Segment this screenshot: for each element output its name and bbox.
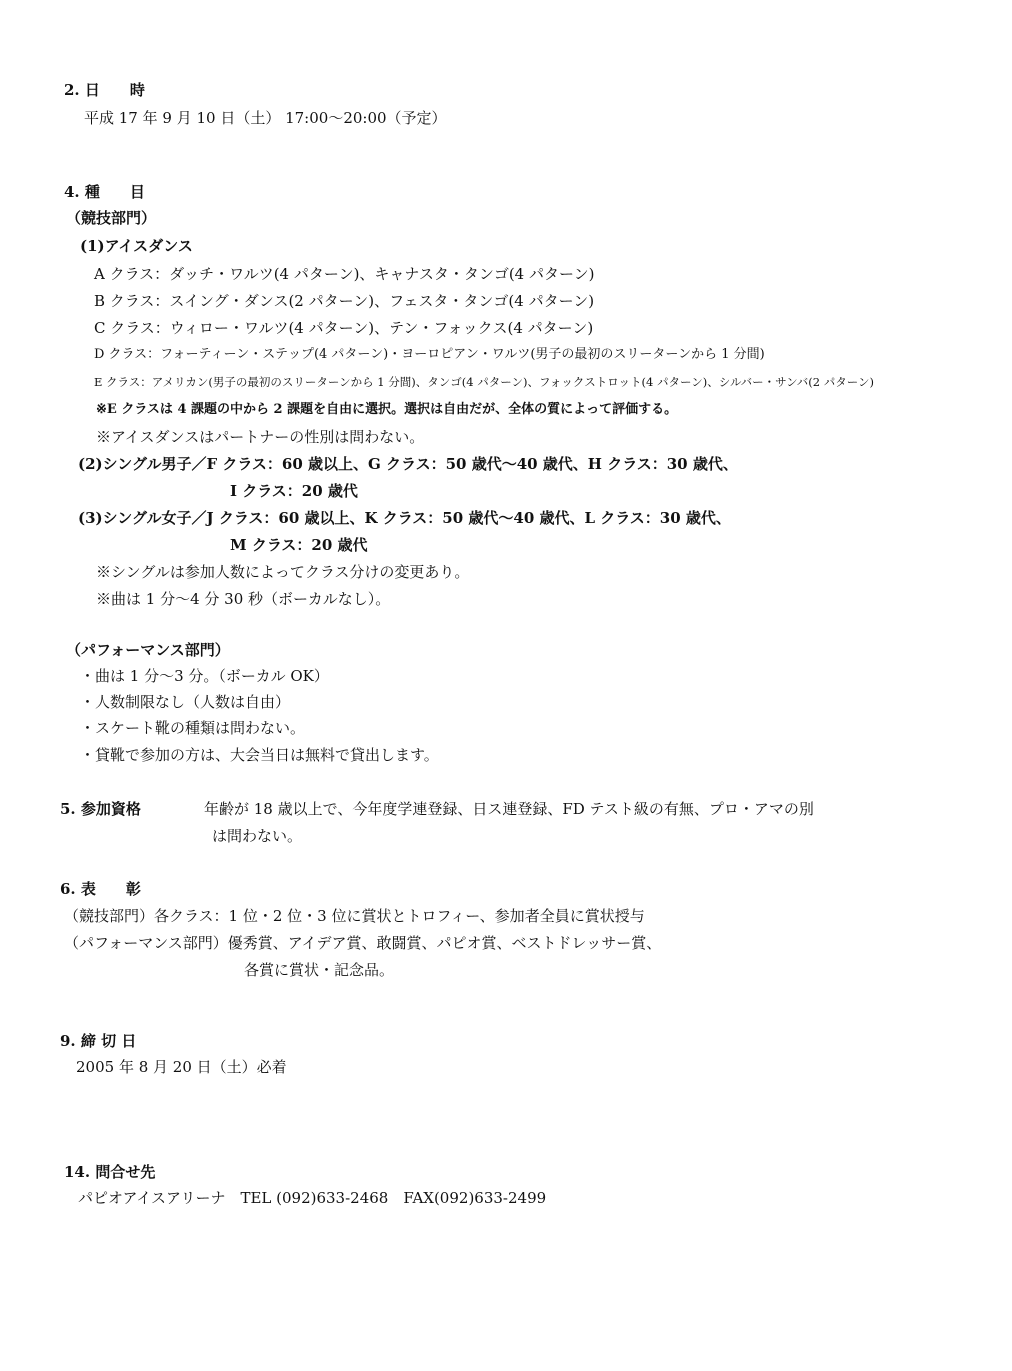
performance-division-header: （パフォーマンス部門） — [66, 641, 230, 659]
single-men-line-1: (2)シングル男子／F クラス：60 歳以上、G クラス：50 歳代〜40 歳代、H クラス：30 歳代、 — [78, 455, 738, 473]
note-class-e: ※E クラスは 4 課題の中から 2 課題を自由に選択。選択は自由だが、全体の質によって評価する。 — [96, 402, 678, 417]
ice-dance-class-e: E クラス：アメリカン(男子の最初のスリーターンから 1 分間)、タンゴ(4 パターン)、フォックストロット(4 パターン)、シルバー・サンバ(2 パターン) — [94, 375, 875, 389]
section-2-heading: 2. 日 時 — [64, 81, 145, 99]
section-2-datetime: 平成 17 年 9 月 10 日（土） 17:00〜20:00（予定） — [84, 109, 447, 127]
single-men-line-2: I クラス：20 歳代 — [230, 482, 358, 500]
award-competition: （競技部門）各クラス：1 位・2 位・3 位に賞状とトロフィー、参加者全員に賞状授与 — [64, 907, 645, 925]
award-performance-line-1: （パフォーマンス部門）優秀賞、アイデア賞、敢闘賞、パピオ賞、ベストドレッサー賞、 — [64, 934, 662, 952]
note-music: ※曲は 1 分〜4 分 30 秒（ボーカルなし）。 — [96, 590, 391, 608]
ice-dance-class-a: A クラス：ダッチ・ワルツ(4 パターン)、キャナスタ・タンゴ(4 パターン) — [94, 265, 595, 283]
performance-item-people: ・人数制限なし（人数は自由） — [80, 693, 291, 711]
note-single: ※シングルは参加人数によってクラス分けの変更あり。 — [96, 563, 470, 581]
section-4-heading: 4. 種 目 — [64, 183, 145, 201]
section-5-heading: 5. 参加資格 — [60, 800, 141, 818]
section-6-heading: 6. 表 彰 — [60, 880, 141, 898]
section-9-heading: 9. 締 切 日 — [60, 1032, 137, 1050]
note-partner: ※アイスダンスはパートナーの性別は問わない。 — [96, 428, 425, 446]
section-5-text-line-1: 年齢が 18 歳以上で、今年度学連登録、日ス連登録、FD テスト級の有無、プロ・アマの別 — [204, 800, 814, 818]
section-5-text-line-2: は問わない。 — [212, 827, 303, 845]
single-women-line-2: M クラス：20 歳代 — [230, 536, 368, 554]
performance-item-rental: ・貸靴で参加の方は、大会当日は無料で貸出します。 — [80, 746, 439, 764]
deadline-date: 2005 年 8 月 20 日（土）必着 — [76, 1058, 287, 1076]
section-14-heading: 14. 問合せ先 — [64, 1163, 156, 1181]
performance-item-skates: ・スケート靴の種類は問わない。 — [80, 719, 306, 737]
ice-dance-class-b: B クラス：スイング・ダンス(2 パターン)、フェスタ・タンゴ(4 パターン) — [94, 292, 595, 310]
ice-dance-header: (1)アイスダンス — [80, 237, 193, 255]
single-women-line-1: (3)シングル女子／J クラス：60 歳以上、K クラス：50 歳代〜40 歳代、L クラス：30 歳代、 — [78, 509, 731, 527]
ice-dance-class-c: C クラス：ウィロー・ワルツ(4 パターン)、テン・フォックス(4 パターン) — [94, 319, 594, 337]
award-performance-line-2: 各賞に賞状・記念品。 — [244, 961, 395, 979]
contact-info: パピオアイスアリーナ TEL (092)633-2468 FAX(092)633-2499 — [78, 1189, 547, 1207]
performance-item-music: ・曲は 1 分〜3 分。（ボーカル OK） — [80, 667, 329, 685]
ice-dance-class-d: D クラス：フォーティーン・ステップ(4 パターン)・ヨーロピアン・ワルツ(男子の最初のスリーターンから 1 分間) — [94, 347, 765, 362]
competition-division-header: （競技部門） — [66, 209, 157, 227]
